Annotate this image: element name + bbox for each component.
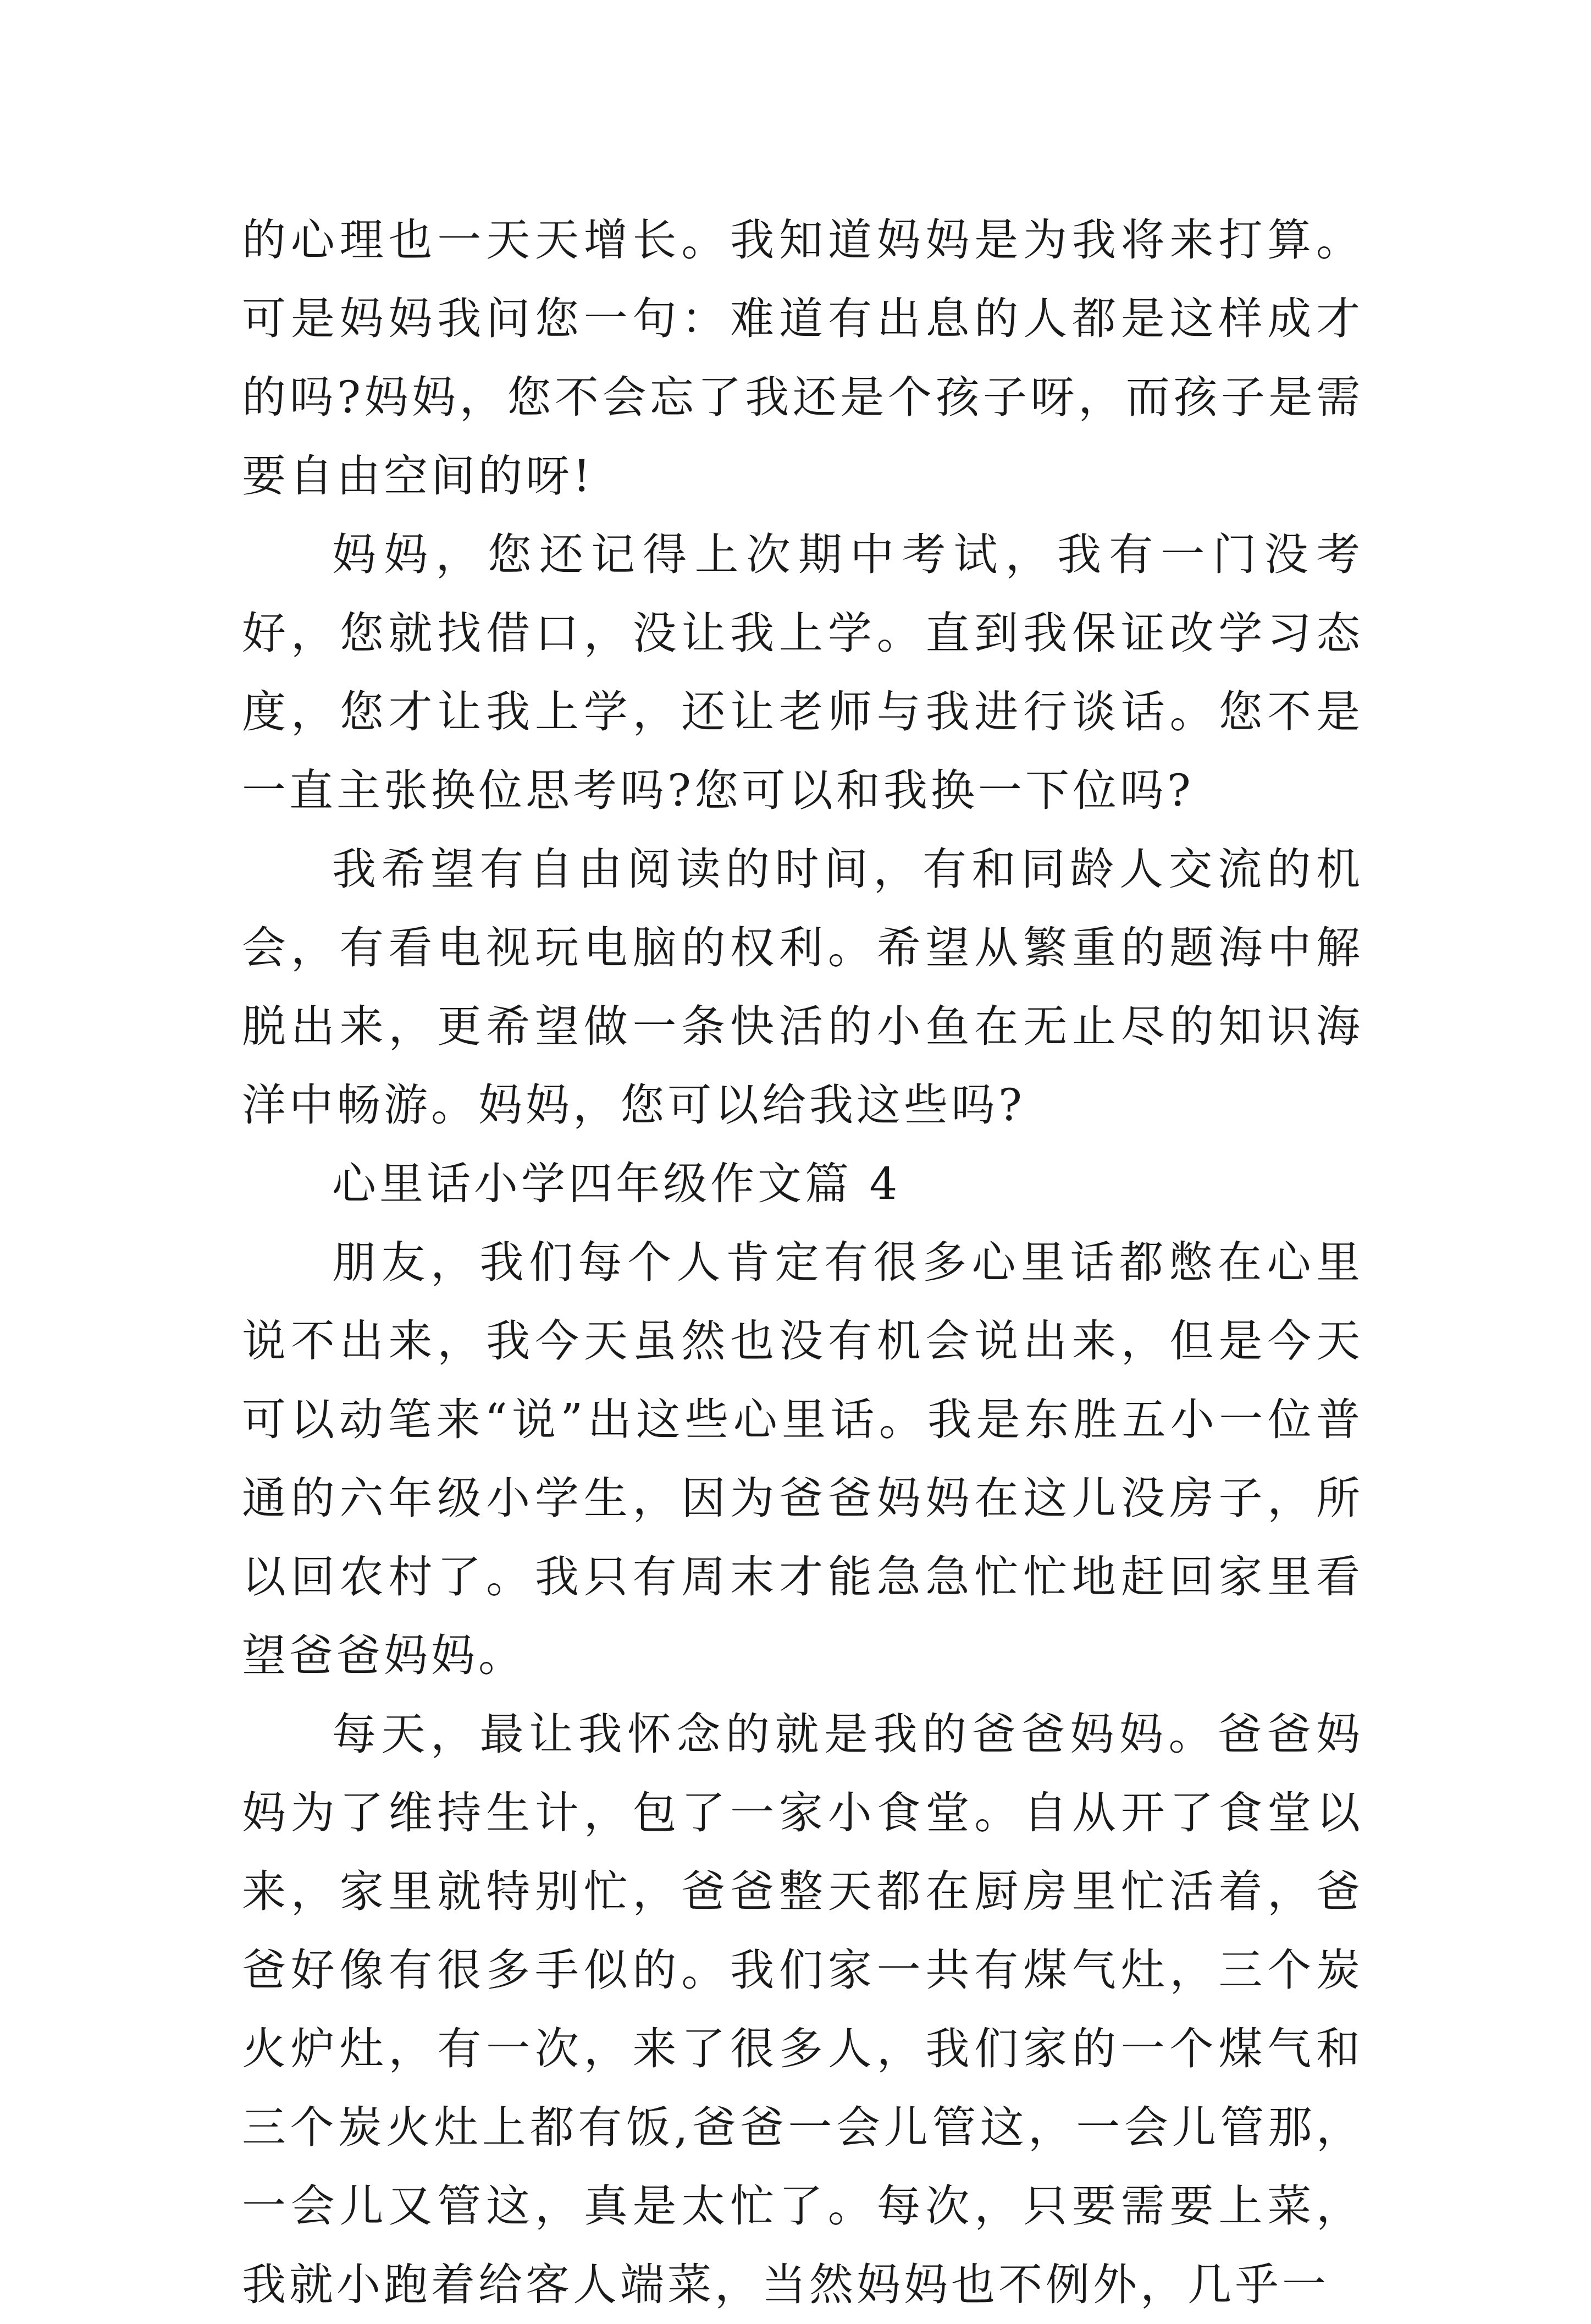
- document-body: [242, 201, 1363, 2324]
- paragraph-exam-memory: 妈妈，您还记得上次期中考试，我有一门没考好，您就找借口，没让我上学。直到我保证改学习态度，您才让我上学，还让老师与我进行谈话。您不是一直主张换位思考吗?您可以和我换一下位吗?: [242, 529, 1363, 816]
- paragraph-parents-canteen: 每天，最让我怀念的就是我的爸爸妈妈。爸爸妈妈为了维持生计，包了一家小食堂。自从开了食堂以来，家里就特别忙，爸爸整天都在厨房里忙活着，爸爸好像有很多手似的。我们家一共有煤气灶，三个炭火炉灶，有一次，来了很多人，我们家的一个煤气和三个炭火灶上都有饭,爸爸一会儿管这，一会儿管那，一会儿又管这，真是太忙了。每次，只要需要上菜，我就小跑着给客人端菜，当然妈妈也不例外，几乎一: [242, 1709, 1363, 2310]
- paragraph-continuation: 的心理也一天天增长。我知道妈妈是为我将来打算。可是妈妈我问您一句：难道有出息的人都是这样成才的吗?妈妈，您不会忘了我还是个孩子呀，而孩子是需要自由空间的呀!: [242, 214, 1363, 502]
- paragraph-introduction: 朋友，我们每个人肯定有很多心里话都憋在心里说不出来，我今天虽然也没有机会说出来，但是今天可以动笔来“说”出这些心里话。我是东胜五小一位普通的六年级小学生，因为爸爸妈妈在这儿没房子，所以回农村了。我只有周末才能急急忙忙地赶回家里看望爸爸妈妈。: [242, 1237, 1363, 1681]
- paragraph-wishes: 我希望有自由阅读的时间，有和同龄人交流的机会，有看电视玩电脑的权利。希望从繁重的题海中解脱出来，更希望做一条快活的小鱼在无止尽的知识海洋中畅游。妈妈，您可以给我这些吗?: [242, 844, 1363, 1131]
- section-heading: 心里话小学四年级作文篇 4: [332, 1158, 901, 1209]
